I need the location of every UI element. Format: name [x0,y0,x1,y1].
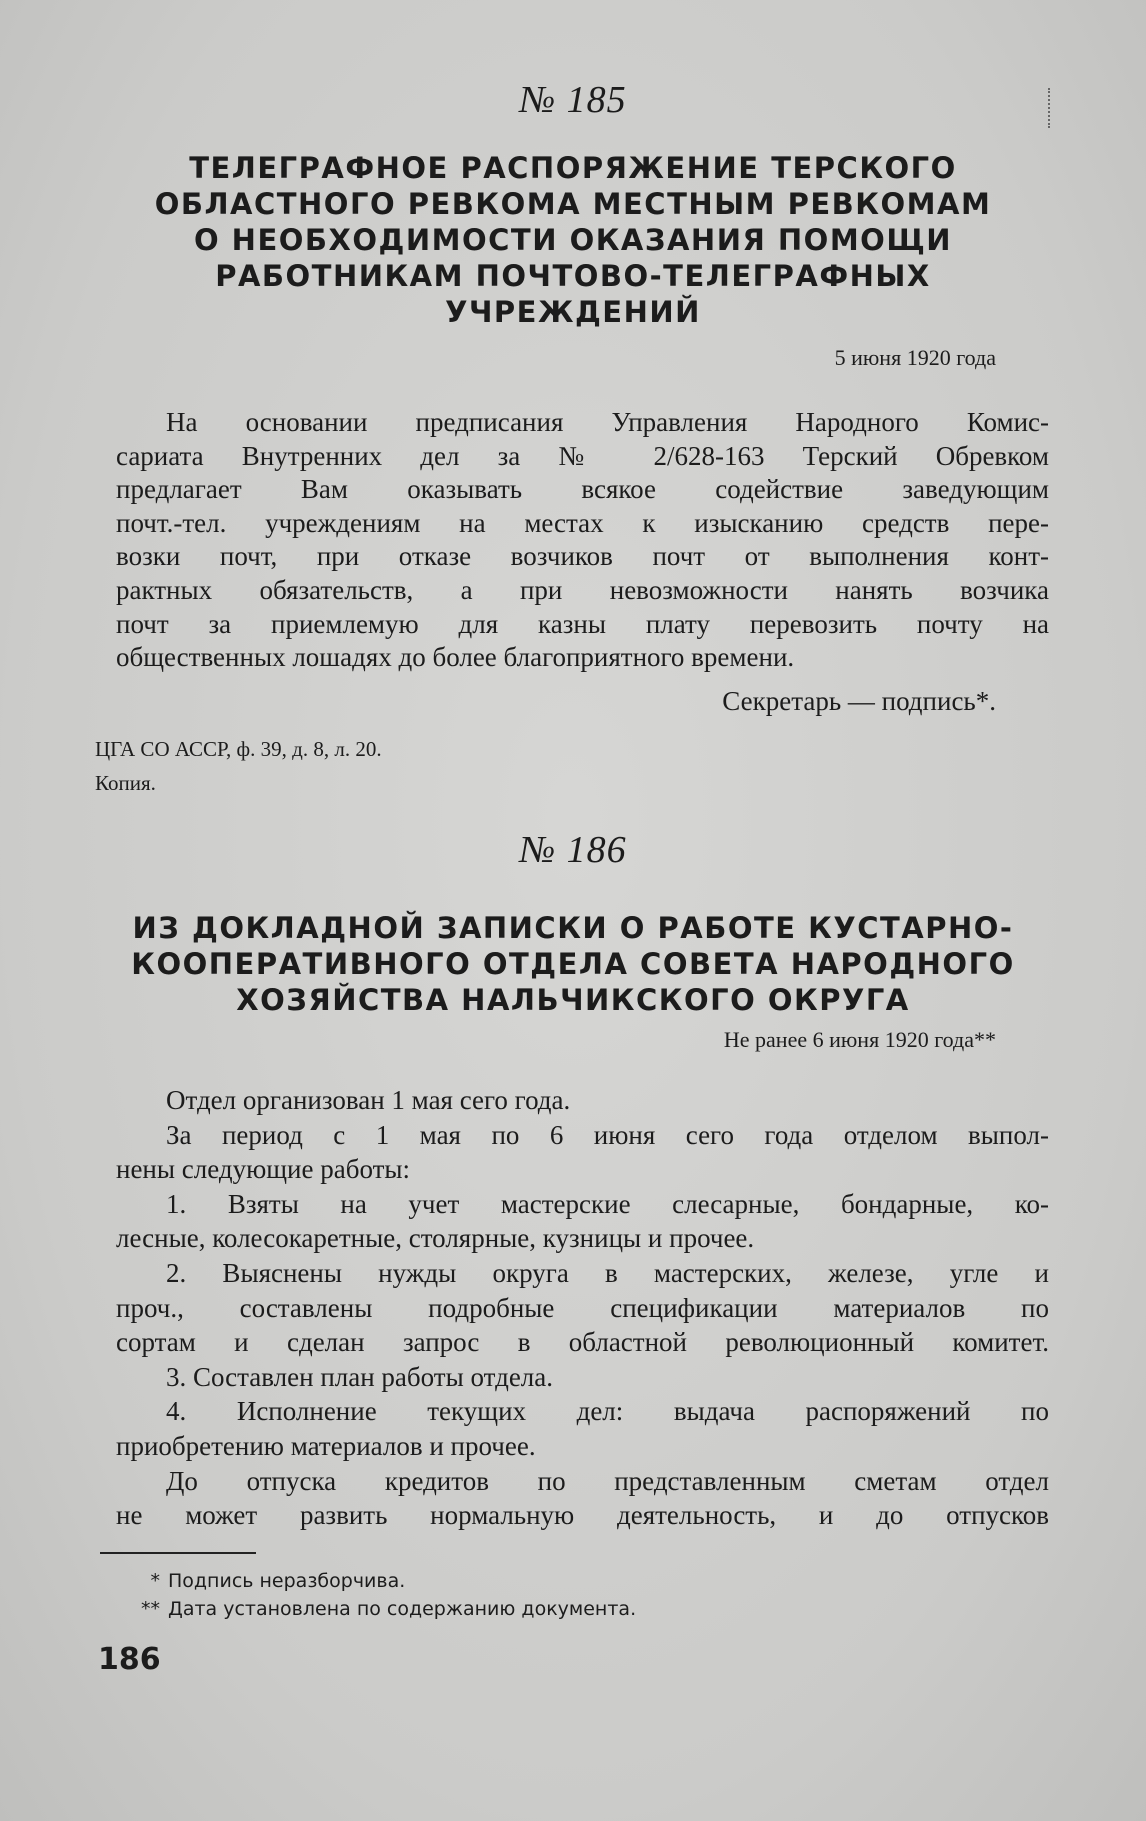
body-line: нены следующие работы: [116,1154,411,1185]
body-line: 1. Взяты на учет мастерские слесарные, бондарные, ко- [166,1188,1049,1219]
document-date: Не ранее 6 июня 1920 года** [723,1027,996,1052]
footnote-mark: ** [141,1598,160,1620]
footnote-text: Дата установлена по содержанию документа. [168,1598,637,1620]
body-line: предлагает Вам оказывать всякое содействие заведующим [116,474,1049,505]
footnote [138,1567,636,1595]
body-line: сариата Внутренних дел за № 2/628-163 Терский Обревком [116,440,1049,471]
archive-line: Копия. [95,771,156,795]
body-line: До отпуска кредитов по представленным сметам отдел [166,1465,1049,1496]
footnote-mark: * [150,1570,160,1592]
title-line: УЧРЕЖДЕНИЙ [445,295,701,329]
footnote-text: Подпись неразборчива. [168,1570,406,1592]
title-line: РАБОТНИКАМ ПОЧТОВО-ТЕЛЕГРАФНЫХ [215,259,931,293]
body-line: 3. Составлен план работы отдела. [166,1361,554,1392]
body-line: За период с 1 мая по 6 июня сего года отделом выпол- [166,1119,1049,1150]
body-line: сортам и сделан запрос в областной революционный комитет. [116,1327,1049,1358]
body-line: почт за приемлемую для казны плату перевозить почту на [116,608,1049,639]
title-line: ОБЛАСТНОГО РЕВКОМА МЕСТНЫМ РЕВКОМАМ [154,187,992,221]
body-line: 4. Исполнение текущих дел: выдача распоряжений по [166,1396,1049,1427]
archive-reference [95,732,382,800]
document-body [116,406,1049,675]
title-line: ТЕЛЕГРАФНОЕ РАСПОРЯЖЕНИЕ ТЕРСКОГО [189,151,957,185]
body-line: На основании предписания Управления Народного Комис- [166,407,1049,437]
body-line: проч., составлены подробные спецификации материалов по [116,1292,1049,1323]
title-line: ИЗ ДОКЛАДНОЙ ЗАПИСКИ О РАБОТЕ КУСТАРНО- [132,911,1014,945]
footnote [138,1595,636,1623]
body-line: лесные, колесокаретные, столярные, кузницы и прочее. [116,1223,755,1254]
document-title [120,150,1026,330]
document-date: 5 июня 1920 года [834,345,996,370]
signature: Секретарь — подпись*. [722,686,996,716]
document-number: № 185 [519,79,627,121]
body-line: почт.-тел. учреждениям на местах к изысканию средств пере- [116,507,1049,538]
body-line: рактных обязательств, а при невозможности нанять возчика [116,574,1049,605]
document-number: № 186 [519,829,627,871]
body-line: приобретению материалов и прочее. [116,1430,536,1461]
footnote-rule [100,1552,256,1554]
page-number: 186 [98,1642,161,1677]
footnotes [138,1567,636,1623]
title-line: О НЕОБХОДИМОСТИ ОКАЗАНИЯ ПОМОЩИ [193,223,953,257]
title-line: ХОЗЯЙСТВА НАЛЬЧИКСКОГО ОКРУГА [236,983,910,1017]
body-line: возки почт, при отказе возчиков почт от выполнения конт- [116,541,1049,572]
body-line: 2. Выяснены нужды округа в мастерских, железе, угле и [166,1257,1049,1288]
body-line: общественных лошадях до более благоприятного времени. [116,642,795,673]
body-line: Отдел организован 1 мая сего года. [166,1085,571,1115]
document-body [116,1083,1049,1533]
archive-line: ЦГА СО АССР, ф. 39, д. 8, л. 20. [95,737,382,761]
title-line: КООПЕРАТИВНОГО ОТДЕЛА СОВЕТА НАРОДНОГО [131,947,1015,981]
document-title [100,910,1046,1018]
body-line: не может развить нормальную деятельность, и до отпусков [116,1500,1049,1531]
